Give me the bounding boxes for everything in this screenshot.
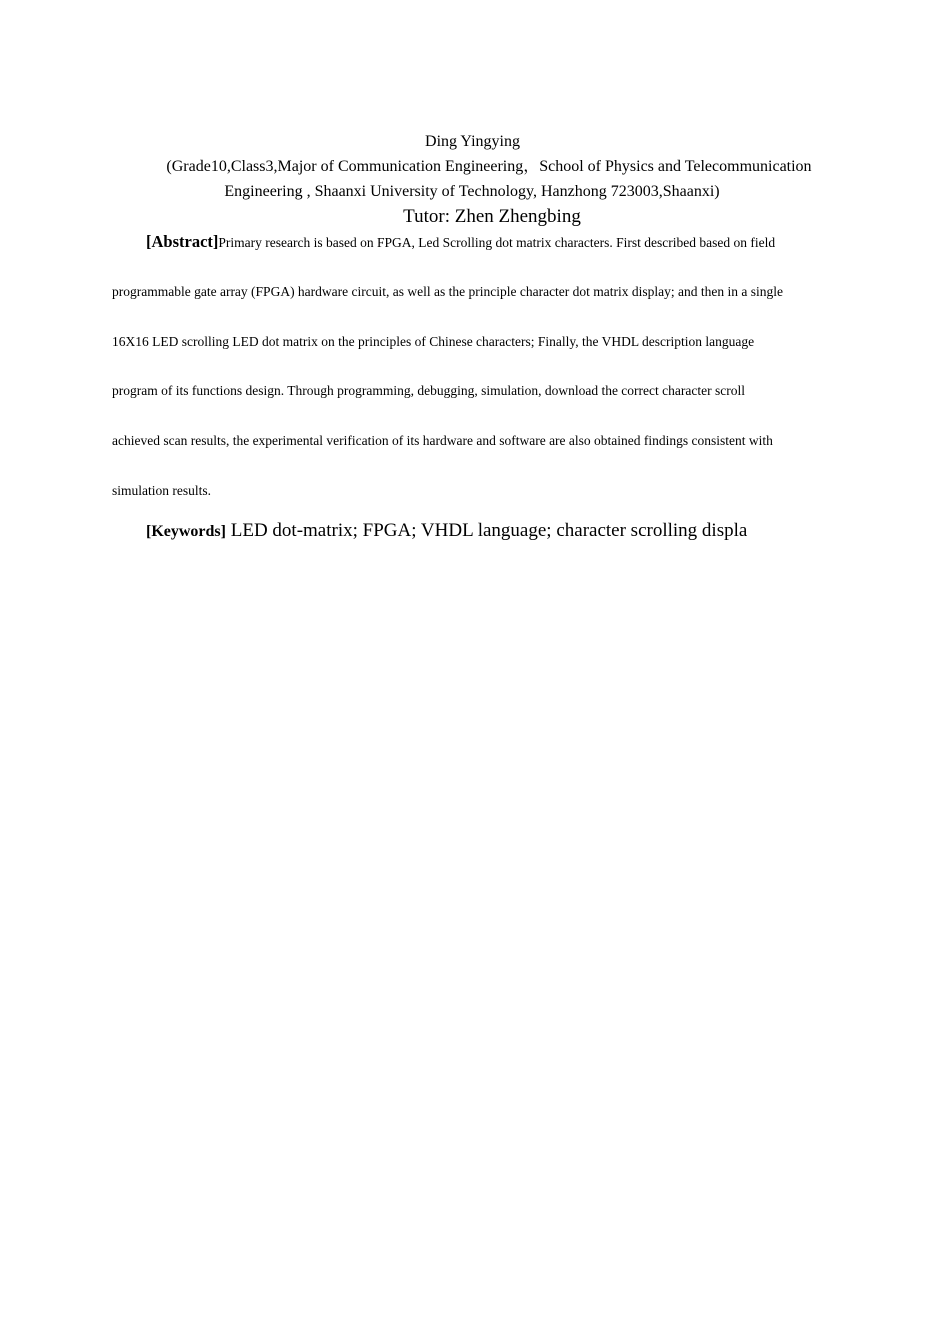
abstract-text: Primary research is based on FPGA, Led Scrolling dot matrix characters. First described based on field bbox=[218, 235, 776, 250]
author-name: Ding Yingying bbox=[425, 133, 520, 150]
affiliation-line-2: Engineering , Shaanxi University of Technology, Hanzhong 723003,Shaanxi) bbox=[224, 183, 720, 200]
abstract-line: simulation results. bbox=[112, 482, 211, 498]
abstract-line: programmable gate array (FPGA) hardware circuit, as well as the principle character dot matrix display; and then in a single bbox=[112, 283, 784, 299]
abstract-line bbox=[112, 230, 838, 280]
keywords-section bbox=[146, 518, 747, 545]
abstract-line: 16X16 LED scrolling LED dot matrix on the principles of Chinese characters; Finally, the VHDL description language bbox=[112, 333, 755, 349]
keywords-text: LED dot-matrix; FPGA; VHDL language; character scrolling displa bbox=[225, 520, 748, 541]
tutor-name: Tutor: Zhen Zhengbing bbox=[403, 206, 581, 227]
abstract-line: program of its functions design. Through programming, debugging, simulation, download the correct character scroll bbox=[112, 383, 745, 399]
affiliation-line-1: (Grade10,Class3,Major of Communication Engineering，School of Physics and Telecommunication bbox=[166, 158, 812, 175]
abstract-section bbox=[112, 230, 838, 529]
abstract-line: achieved scan results, the experimental verification of its hardware and software are also obtained findings consistent with bbox=[112, 433, 773, 449]
abstract-label: [Abstract] bbox=[146, 232, 219, 251]
keywords-label: [Keywords] bbox=[146, 523, 226, 540]
